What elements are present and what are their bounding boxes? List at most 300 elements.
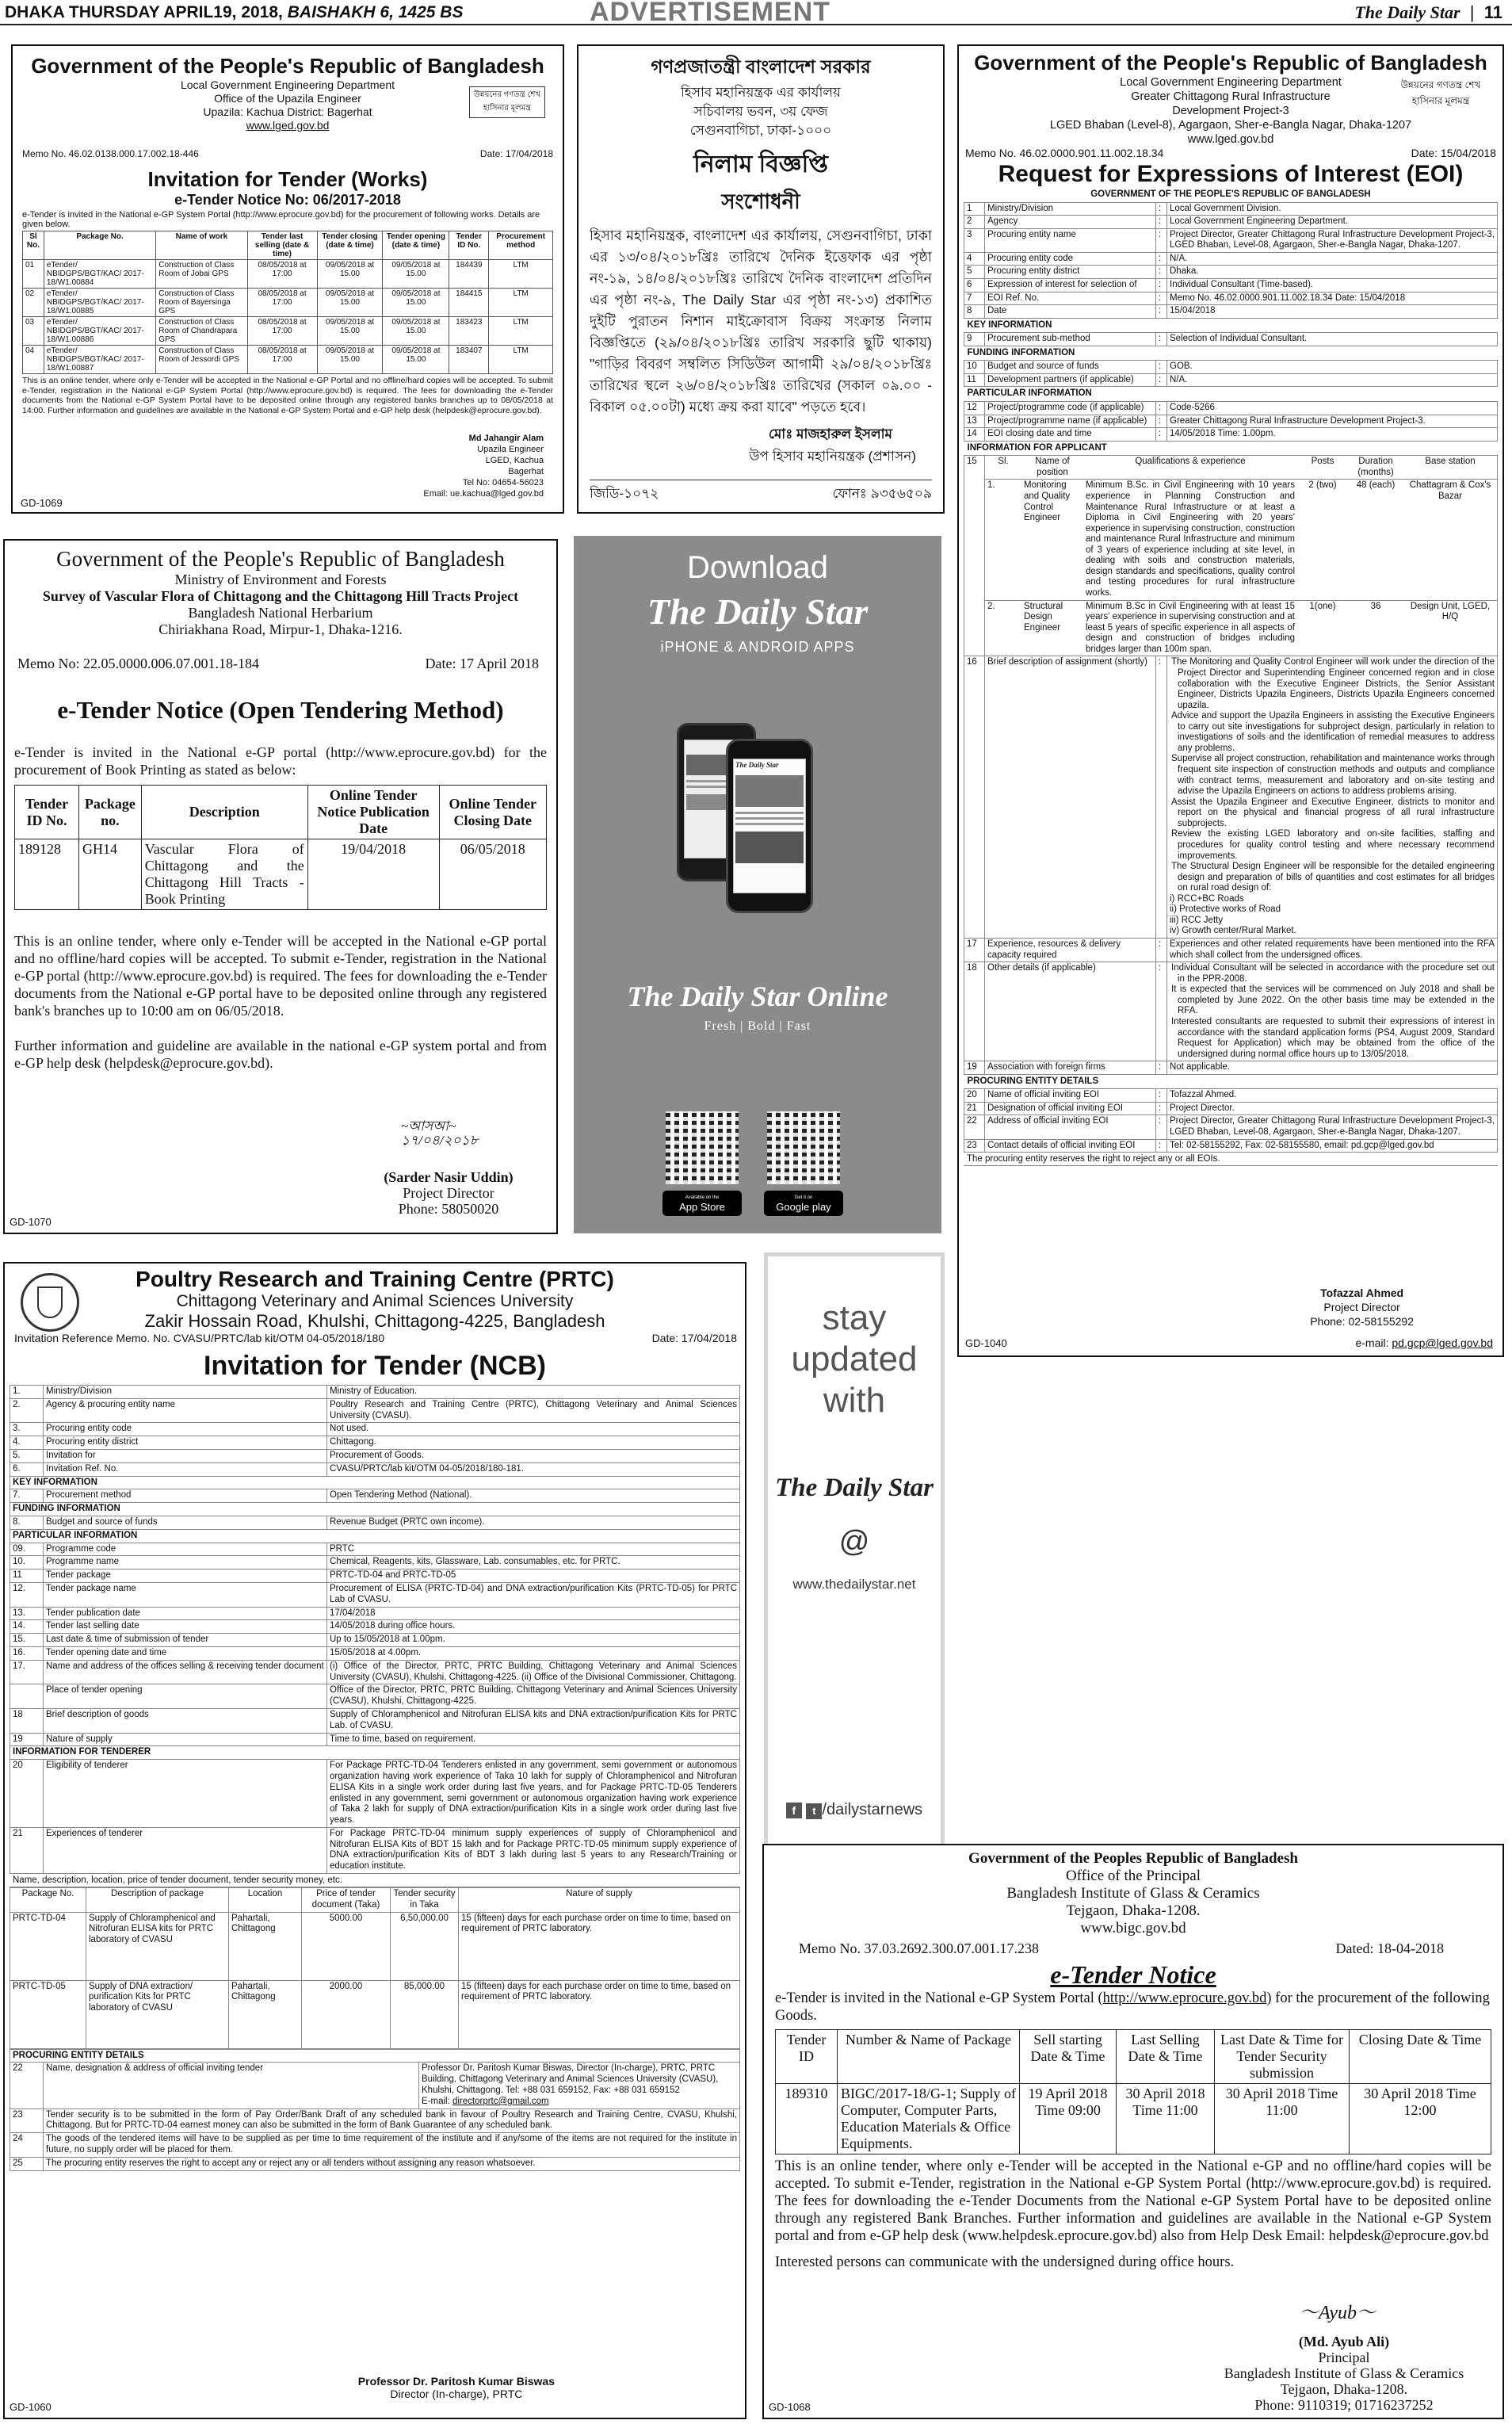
table-row	[964, 1089, 1498, 1103]
row-number: 5	[964, 266, 985, 279]
row-label: Nature of supply	[44, 1733, 327, 1746]
address: Tejgaon, Dhaka-1208.	[1066, 1902, 1201, 1919]
table-row	[964, 373, 1498, 387]
table-cell: Construction of Class Room of Bayersinga GPS	[156, 289, 247, 317]
website-link[interactable]: www.bigc.gov.bd	[1080, 1920, 1186, 1937]
bullet-item: Advice and support the Upazila Engineers in assisting the Executive Engineers to carry out site investigations for subproject design, particularly in relation to investigations of soils and the identification of remedial measures to address any problems.	[1171, 711, 1495, 753]
table-row	[964, 252, 1498, 266]
col-header: Location	[229, 1888, 302, 1913]
table-row	[10, 1827, 740, 1873]
with-word: with	[823, 1381, 886, 1420]
university-logo-icon	[21, 1273, 79, 1332]
table-row	[10, 1543, 740, 1556]
row-value: 15/04/2018	[1167, 305, 1498, 319]
row-number: 15	[964, 456, 985, 656]
col-header: Sl No.	[23, 231, 44, 260]
col-header: Tender ID No.	[449, 231, 489, 260]
tender-table	[22, 231, 553, 374]
row-number: 16	[964, 656, 985, 939]
app-store-small: Available on the	[685, 1195, 720, 1200]
position-dur: 48 (each)	[1348, 480, 1403, 600]
section-row	[10, 1746, 740, 1760]
table-cell: 03	[23, 317, 44, 346]
table-cell: 30 April 2018 Time 11:00	[1117, 2084, 1215, 2154]
col-header: Description of package	[86, 1888, 229, 1913]
row-number: 7.	[10, 1489, 44, 1503]
colon: :	[1156, 202, 1167, 216]
online-brand: The Daily Star Online	[627, 981, 888, 1012]
date: Date: 17/04/2018	[651, 1332, 737, 1344]
table-row	[10, 2157, 740, 2170]
eoi-table	[964, 188, 1498, 1153]
row-label: EOI Ref. No.	[985, 292, 1156, 305]
table-cell: 09/05/2018 at 15.00	[383, 289, 449, 317]
table-row	[10, 1582, 740, 1607]
row-number: 15.	[10, 1634, 44, 1647]
ministry: Ministry of Environment and Forests	[174, 572, 387, 587]
col-header: Tender ID No.	[15, 786, 79, 839]
table-row	[10, 1489, 740, 1503]
section-row	[964, 1074, 1498, 1089]
table-cell: 08/05/2018 at 17:00	[247, 346, 317, 374]
col-header: Duration (months)	[1357, 457, 1394, 477]
row-label: Ministry/Division	[44, 1386, 327, 1399]
memo: Memo No. 46.02.0000.901.11.002.18.34	[965, 147, 1164, 159]
colon: :	[1156, 1102, 1167, 1115]
table-cell: 09/05/2018 at 15.00	[383, 260, 449, 289]
positions-table	[985, 456, 1497, 656]
col-header: Description	[141, 786, 307, 839]
row-value: For Package PRTC-TD-04 Tenderers enlisted in any government, semi government or autonomous organization having work experience of Taka 10 lakh for supply of Chloramphenicol and Nitrofuran ELISA Kits in a single work order during last five years, and for Package PRTC-TD-05 Tenderers enlisted in any government, semi government or autonomous organization having work experience of Taka 2 lakh for supply of DNA extraction/purification Kits in a single work order during last five years.	[327, 1760, 740, 1828]
section-heading: KEY INFORMATION	[964, 318, 1498, 333]
table-cell: 09/05/2018 at 15.00	[317, 289, 383, 317]
row-label: Programme name	[44, 1556, 327, 1569]
app-store-label: App Store	[679, 1201, 725, 1213]
signature-block	[1217, 2334, 1471, 2413]
signer-name: Md Jahangir Alam	[468, 434, 544, 443]
table-row	[10, 1556, 740, 1569]
table-cell: eTender/ NBIDGPS/BGT/KAC/ 2017-18/W1.00887	[44, 346, 155, 374]
row-number: 24	[10, 2133, 44, 2158]
phone-masthead: The Daily Star	[735, 761, 779, 769]
row-value: N/A.	[1167, 373, 1498, 387]
row-value: Experiences and other related requirements have been mentioned into the RFA which shall collect from the undersigned offices.	[1167, 939, 1498, 962]
package-row	[10, 1980, 740, 2048]
row-label: Tender package name	[44, 1582, 327, 1607]
updated-word: updated	[791, 1340, 918, 1378]
row-number: 25	[10, 2157, 44, 2170]
table-cell: 30 April 2018 Time 11:00	[1215, 2084, 1350, 2154]
gov-heading: Government of the People's Republic of Bangladesh	[974, 51, 1487, 75]
row-number: 6	[964, 278, 985, 292]
col-header: Package No.	[10, 1888, 86, 1913]
signer-name: Professor Dr. Paritosh Kumar Biswas	[357, 2375, 555, 2388]
ad-title: Invitation for Tender (NCB)	[204, 1351, 546, 1381]
signature-block	[423, 433, 544, 499]
row-label: Brief description of assignment (shortly)	[985, 656, 1156, 939]
ad-title: Invitation for Tender (Works)	[147, 167, 428, 191]
colon: :	[1156, 962, 1167, 1061]
ad-title: নিলাম বিজ্ঞপ্তি	[693, 151, 828, 178]
table-row	[10, 1634, 740, 1647]
table-row	[964, 228, 1498, 252]
section-row	[10, 1503, 740, 1516]
masthead-right: The Daily Star | 11	[1354, 2, 1502, 22]
dept: Local Government Engineering Department	[1120, 76, 1342, 89]
row-value: N/A.	[1167, 252, 1498, 266]
table-row	[23, 289, 553, 317]
row-number: 18	[964, 962, 985, 1061]
table-row	[964, 266, 1498, 279]
row-label: Project/programme code (if applicable)	[985, 402, 1156, 415]
table-cell: 184439	[449, 260, 489, 289]
table-cell: 08/05/2018 at 17:00	[247, 260, 317, 289]
section-row	[964, 387, 1498, 402]
signer-email	[1355, 1336, 1493, 1349]
row-number: 14.	[10, 1620, 44, 1634]
section-heading: PROCURING ENTITY DETAILS	[964, 1074, 1498, 1089]
brand-logo: The Daily Star	[1354, 2, 1460, 22]
table-cell: Pahartali, Chittagong	[229, 1980, 302, 2048]
table-row	[776, 2084, 1491, 2154]
col-header: Tender closing (date & time)	[317, 231, 383, 260]
website-link[interactable]: www.thedailystar.net	[792, 1577, 916, 1592]
notice-no: e-Tender Notice No: 06/2017-2018	[174, 192, 401, 208]
download-heading: Download	[687, 550, 828, 585]
row-value: PRTC	[327, 1543, 740, 1556]
google-play-button[interactable]	[764, 1191, 843, 1216]
ad-title: Request for Expressions of Interest (EOI)	[998, 161, 1464, 187]
table-cell: BIGC/2017-18/G-1; Supply of Computer, Computer Parts, Education Materials & Office Equipments.	[838, 2084, 1020, 2154]
row-label: Contact details of official inviting EOI	[985, 1139, 1156, 1153]
gov-heading: Government of the People's Republic of Bangladesh	[56, 547, 505, 571]
list-item: ii) Protective works of Road	[1170, 904, 1281, 915]
phone-image-front	[726, 739, 813, 913]
table-cell: 189310	[776, 2084, 838, 2154]
colon: :	[1156, 228, 1167, 252]
table-row	[964, 1102, 1498, 1115]
email-label: e-mail:	[1355, 1336, 1392, 1349]
table-cell: 15 (fifteen) days for each purchase order on time to time, based on requirement of PRTC laboratory.	[459, 1980, 740, 2048]
table-row	[964, 278, 1498, 292]
dateline-text: DHAKA THURSDAY APRIL19, 2018,	[5, 3, 283, 21]
row-label: Project/programme name (if applicable)	[985, 415, 1156, 428]
at-sign: @	[838, 1525, 870, 1558]
row-number: 19	[10, 1733, 44, 1746]
stay-heading	[768, 1298, 941, 1421]
section-row	[10, 1529, 740, 1543]
position-posts: 2 (two)	[1297, 480, 1348, 600]
table-cell: eTender/ NBIDGPS/BGT/KAC/ 2017-18/W1.00885	[44, 289, 155, 317]
memo: Memo No: 22.05.0000.006.07.001.18-184	[17, 656, 259, 671]
row-value: PRTC-TD-04 and PRTC-TD-05	[327, 1569, 740, 1583]
org-name: Poultry Research and Training Centre (PRTC)	[136, 1267, 614, 1291]
project-line1: Greater Chittagong Rural Infrastructure	[1131, 90, 1331, 103]
row-number: 21	[10, 1827, 44, 1873]
table-row	[10, 1620, 740, 1634]
table-row	[964, 1139, 1498, 1153]
table-row	[964, 1115, 1498, 1139]
table-row	[964, 202, 1498, 216]
signer-line: Project Director	[403, 1185, 494, 1201]
row-label: Tender package	[44, 1569, 327, 1583]
row-value: Local Government Engineering Department.	[1167, 216, 1498, 229]
memo-row	[14, 656, 547, 672]
row-number: 8.	[10, 1516, 44, 1529]
row-number: 23	[10, 2109, 44, 2133]
section-heading: KEY INFORMATION	[10, 1476, 740, 1489]
website-link[interactable]: www.lged.gov.bd	[1187, 133, 1274, 146]
col-header: Tender opening (date & time)	[383, 231, 449, 260]
table-row	[23, 260, 553, 289]
section-heading: GOVERNMENT OF THE PEOPLE'S REPUBLIC OF BANGLADESH	[964, 188, 1498, 202]
building: সচিবালয় ভবন, ৩য় ফেজ	[693, 104, 828, 119]
memo: Memo No. 37.03.2692.300.07.001.17.238	[799, 1940, 1039, 1956]
table-cell: 184415	[449, 289, 489, 317]
row-number: 3	[964, 228, 985, 252]
col-header: Last Date & Time for Tender Security submission	[1215, 2030, 1350, 2084]
col-header: Online Tender Notice Publication Date	[307, 786, 439, 839]
date: Date: 15/04/2018	[1411, 147, 1496, 159]
row-number: 5.	[10, 1449, 44, 1462]
gd-number: GD-1040	[965, 1337, 1007, 1349]
table-cell: 09/05/2018 at 15.00	[383, 317, 449, 346]
colon: :	[1156, 402, 1167, 415]
position-base: Chattagram & Cox's Bazar	[1403, 480, 1497, 600]
signer-name: (Md. Ayub Ali)	[1298, 2334, 1390, 2349]
tagline: Fresh | Bold | Fast	[704, 1019, 811, 1033]
row-label: Budget and source of funds	[985, 361, 1156, 374]
col-header: Name of position	[1035, 457, 1070, 477]
colon: :	[1156, 1061, 1167, 1075]
app-store-button[interactable]	[662, 1191, 742, 1216]
signer-line: LGED, Kachua	[485, 456, 544, 465]
list-item: iv) Growth center/Rural Market.	[1170, 926, 1296, 936]
col-header: Online Tender Closing Date	[439, 786, 546, 839]
signer-line: Tejgaon, Dhaka-1208.	[1280, 2381, 1408, 2397]
tender-table	[14, 785, 547, 910]
ncb-table	[10, 1385, 740, 1874]
signer-title: Director (In-charge), PRTC	[390, 2388, 523, 2400]
position-base: Design Unit, LGED, H/Q	[1403, 600, 1497, 656]
signer-name: (Sarder Nasir Uddin)	[384, 1169, 514, 1185]
intro-text-end: ) for the procurement of the following Goods.	[775, 1990, 1490, 2024]
row-number: 14	[964, 428, 985, 442]
memo-row	[10, 1332, 740, 1344]
table-row	[964, 939, 1498, 962]
table-row	[10, 2133, 740, 2158]
table-row	[10, 1660, 740, 1684]
google-play-label: Google play	[776, 1201, 831, 1213]
row-label: Name, designation & address of official inviting tender	[44, 2063, 419, 2109]
gd-number: GD-1068	[769, 2401, 811, 2413]
row-number: 19	[964, 1061, 985, 1075]
office: Office of the Upazila Engineer	[214, 92, 361, 105]
dateline	[5, 3, 463, 22]
row-label: Invitation for	[44, 1449, 327, 1462]
ad-title: e-Tender Notice	[1050, 1960, 1216, 1989]
table-row	[10, 1760, 740, 1828]
row-value: Not used.	[327, 1423, 740, 1436]
colon: :	[1156, 266, 1167, 279]
colon: :	[1156, 216, 1167, 229]
procuring-table	[10, 2049, 740, 2171]
address: LGED Bhaban (Level-8), Agargaon, Sher-e-Bangla Nagar, Dhaka-1207	[1049, 119, 1412, 132]
table-row	[23, 346, 553, 374]
table-cell: LTM	[489, 317, 553, 346]
row-label: Other details (if applicable)	[985, 962, 1156, 1061]
section-heading: INFORMATION FOR TENDERER	[10, 1746, 740, 1760]
row-number: 11	[10, 1569, 44, 1583]
page-number: 11	[1483, 2, 1502, 22]
ad-title: e-Tender Notice (Open Tendering Method)	[57, 696, 504, 724]
row-number: 4.	[10, 1436, 44, 1450]
row-number: 9	[964, 333, 985, 346]
qr-code-ios[interactable]	[666, 1111, 739, 1184]
table-row	[10, 1684, 740, 1709]
gov-heading: গণপ্রজাতন্ত্রী বাংলাদেশ সরকার	[651, 56, 871, 77]
row-value: 15/05/2018 at 4.00pm.	[327, 1646, 740, 1660]
email-link[interactable]: directorprtc@gmail.com	[452, 2096, 549, 2106]
eprocure-link[interactable]: http://www.eprocure.gov.bd	[1102, 1990, 1267, 2006]
body-text: This is an online tender, where only e-Tender will be accepted in the National e-GP portal and no offline/hard copies will be accepted. To submit e-Tender, registration in the National e-GP portal (http://www.eprocure.gov.bd) is required. The fees for downloading the e-Tender documents from the National e-GP portal have to be deposited online through any registered bank's branches up to 10:00 am on 06/05/2018.	[14, 933, 547, 1019]
row-number: 18	[10, 1708, 44, 1733]
row-label: Procuring entity district	[44, 1436, 327, 1450]
page-header	[0, 0, 1512, 25]
row-value: Poultry Research and Training Centre (PRTC), Chittagong Veterinary and Animal Sciences University (CVASU).	[327, 1398, 740, 1423]
table-row	[10, 1462, 740, 1476]
section-row	[964, 441, 1498, 456]
list-item: i) RCC+BC Roads	[1170, 893, 1244, 904]
help-text: Further information and guideline are available in the national e-GP system portal and from e-GP help desk (helpdesk@eprocure.gov.bd).	[14, 1038, 547, 1071]
row-value: Ministry of Education.	[327, 1386, 740, 1399]
row-label: Place of tender opening	[44, 1684, 327, 1709]
signer-line: Phone: 02-58155292	[1310, 1315, 1414, 1328]
social-row	[768, 1801, 941, 1819]
social-handle: /dailystarnews	[822, 1801, 923, 1818]
colon: :	[1156, 252, 1167, 266]
table-cell: Supply of DNA extraction/ purification Kits for PRTC laboratory of CVASU	[86, 1980, 229, 2048]
date: Date: 17 April 2018	[425, 656, 539, 671]
dateline-bengali-date: BAISHAKH 6, 1425 BS	[287, 3, 464, 21]
table-row	[15, 839, 547, 910]
col-header: Sell starting Date & Time	[1020, 2030, 1117, 2084]
ad-eoi-lged	[957, 44, 1504, 1357]
table-row	[10, 1386, 740, 1399]
brand-logo: The Daily Star	[775, 1474, 934, 1502]
signature-block	[358, 2375, 555, 2400]
row-label: Development partners (if applicable)	[985, 373, 1156, 387]
section-heading: INFORMATION FOR APPLICANT	[964, 441, 1498, 456]
position-qual: Minimum B.Sc. in Civil Engineering with 10 years experience in Planning Construction and Maintenance Rural Infrastructure or at least a Diploma in Civil Engineering with 20 years' experience in supervising construction, construction and maintenance Rural Infrastructure and minimum of 3 years of experience including at site level, in dealing with soils and construction materials, design standards and specifications, quality control and testing procedures for rural infrastructure works.	[1083, 480, 1297, 600]
col-header: Closing Date & Time	[1350, 2030, 1491, 2084]
row-label: Name and address of the offices selling & receiving tender document	[44, 1660, 327, 1684]
row-value: Up to 15/05/2018 at 1.00pm.	[327, 1634, 740, 1647]
signer-title: উপ হিসাব মহানিয়ন্ত্রক (প্রশাসন)	[749, 449, 916, 464]
row-value: Chittagong.	[327, 1436, 740, 1450]
position-row	[985, 480, 1497, 600]
table-cell: Pahartali, Chittagong	[229, 1912, 302, 1980]
apps-caption: iPHONE & ANDROID APPS	[660, 639, 855, 655]
signer-line: Bagerhat	[508, 467, 544, 476]
positions-header	[985, 456, 1497, 480]
row-number: 09.	[10, 1543, 44, 1556]
row-number: 23	[964, 1139, 985, 1153]
row-value: Memo No. 46.02.0000.901.11.002.18.34 Date: 15/04/2018	[1167, 292, 1498, 305]
table-row	[10, 1569, 740, 1583]
project-line2: Development Project-3	[1172, 105, 1289, 117]
signature: 〜Ayub〜	[1300, 2303, 1376, 2323]
table-cell: eTender/ NBIDGPS/BGT/KAC/ 2017-18/W1.00884	[44, 260, 155, 289]
row-label: Tender publication date	[44, 1607, 327, 1620]
signature-block	[361, 1169, 536, 1217]
col-header: Tender ID	[776, 2030, 838, 2084]
colon: :	[1156, 415, 1167, 428]
email-link[interactable]: pd.gcp@lged.gov.bd	[1392, 1336, 1493, 1349]
table-cell: Supply of Chloramphenicol and Nitrofuran ELISA kits for PRTC laboratory of CVASU	[86, 1912, 229, 1980]
row-value	[1167, 656, 1498, 939]
row-value: Procurement of ELISA (PRTC-TD-04) and DNA extraction/purification Kits (PRTC-TD-05) for PRTC Lab of CVASU.	[327, 1582, 740, 1607]
row-label: Budget and source of funds	[44, 1516, 327, 1529]
row-label: Association with foreign firms	[985, 1061, 1156, 1075]
qr-code-android[interactable]	[767, 1111, 840, 1184]
bullet-item: The Structural Design Engineer will be responsible for the detailed engineering design and preparation of bills of quantities and cost estimates for all bridges on rural road design of:	[1171, 862, 1495, 893]
email-label: E-mail:	[422, 2096, 452, 2106]
table-cell: 01	[23, 260, 44, 289]
table-cell: 183407	[449, 346, 489, 374]
contact-note: Interested persons can communicate with the undersigned during office hours.	[775, 2254, 1235, 2270]
row-number: 17.	[10, 1660, 44, 1684]
gov-heading: Government of the Peoples Republic of Bangladesh	[968, 1850, 1298, 1867]
row-value: Dhaka.	[1167, 266, 1498, 279]
row-label: Address of official inviting EOI	[985, 1115, 1156, 1139]
row-label: Invitation Ref. No.	[44, 1462, 327, 1476]
row-number: 10	[964, 361, 985, 374]
col-header: Sl.	[998, 457, 1009, 467]
row-value: (i) Office of the Director, PRTC, PRTC Building, Chittagong Veterinary and Animal Sciences University (CVASU), Khulshi, Chittagong-4225. (ii) Office of the Divisional Commissioner, Chittagong.	[327, 1660, 740, 1684]
website-link[interactable]: www.lged.gov.bd	[246, 119, 330, 132]
table-cell: 19/04/2018	[307, 839, 439, 910]
twitter-icon[interactable]: t	[806, 1803, 822, 1819]
col-header: Tender security in Taka	[391, 1888, 459, 1913]
row-label: EOI closing date and time	[985, 428, 1156, 442]
row-label: Experience, resources & delivery capacity required	[985, 939, 1156, 962]
row-number: 20	[964, 1089, 985, 1103]
signer-line: Phone: 58050020	[398, 1201, 499, 1217]
table-cell: 08/05/2018 at 17:00	[247, 289, 317, 317]
table-cell: 189128	[15, 839, 79, 910]
row-number: 12	[964, 402, 985, 415]
date: Dated: 18-04-2018	[1335, 1940, 1444, 1956]
body-text: This is an online tender, where only e-Tender will be accepted in the National e-GP and no offline/hard copies will be accepted. To submit e-Tender, registration in the National e-GP System Portal (http://www.eprocure.gov.bd) is required. The fees for downloading the e-Tender Documents from the National e-GP System Portal have to be deposited online through any registered Bank Branches. Further information and guidelines are available in the National e-GP System portal and from e-GP help desk (www.helpdesk.eprocure.gov.bd) also from Help Desk Email: helpdesk@eprocure.gov.bd	[775, 2158, 1491, 2244]
facebook-icon[interactable]: f	[786, 1803, 802, 1818]
section-row	[10, 2049, 740, 2063]
row-label: Ministry/Division	[985, 202, 1156, 216]
colon: :	[1156, 1089, 1167, 1103]
col-header: Procurement method	[489, 231, 553, 260]
row-number: 7	[964, 292, 985, 305]
table-cell: 19 April 2018 Time 09:00	[1020, 2084, 1117, 2154]
table-cell: 183423	[449, 317, 489, 346]
table-cell: Construction of Class Room of Chandrapara GPS	[156, 317, 247, 346]
office-lines	[590, 83, 932, 140]
signer-line: Phone: 9110319; 01716237252	[1254, 2397, 1434, 2413]
signer-name: Tofazzal Ahmed	[1320, 1287, 1404, 1299]
position-sl: 2.	[985, 600, 1021, 656]
section-title: ADVERTISEMENT	[590, 0, 830, 27]
ad-upazila-tender	[11, 44, 564, 514]
row-number: 13.	[10, 1607, 44, 1620]
